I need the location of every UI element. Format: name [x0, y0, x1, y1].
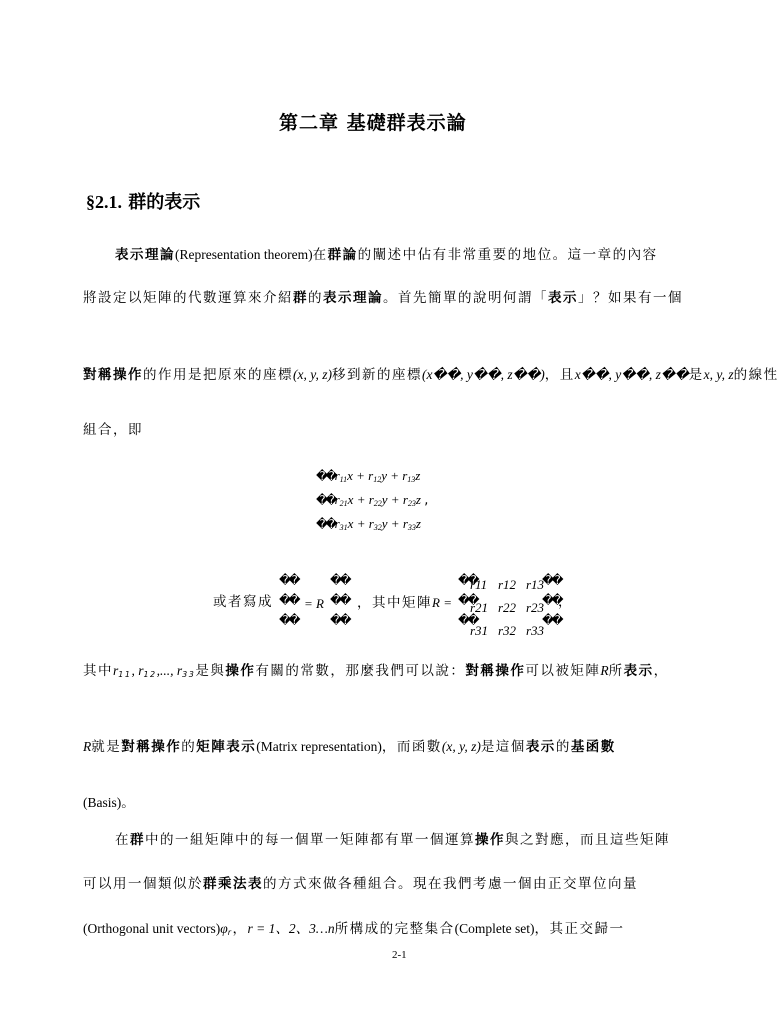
para1-line4: 組合，即 [83, 422, 143, 438]
text: ，而函數 [381, 739, 442, 755]
matrix-cell: r21 [470, 600, 489, 615]
coef: r [368, 468, 374, 483]
math-R: R [83, 739, 92, 754]
matrix-cell: r22 [498, 600, 517, 615]
subscript: 33 [182, 670, 196, 679]
section-number: §2.1. [86, 192, 122, 212]
math-xyz: (x, y, z) [441, 739, 481, 754]
para1-line3 [83, 368, 779, 383]
page-number: 2-1 [392, 949, 407, 961]
matrix-row-3 [470, 619, 550, 642]
math-xyz-2: x, y, z [703, 367, 734, 382]
text: 在 [115, 832, 130, 848]
subscript: 33 [407, 523, 416, 532]
subscript: 12 [373, 475, 382, 484]
term-group-multiplication-table: 群乘法表 [203, 876, 263, 892]
coef: r [402, 492, 408, 507]
eq2-mid [357, 596, 452, 611]
text: 所 [608, 663, 624, 679]
text: 的 [181, 739, 197, 755]
coef: r [368, 492, 374, 507]
term-symmetry-operation: 對稱操作 [121, 739, 182, 755]
subscript: 12 [143, 670, 157, 679]
text: 與之對應，而且這些矩陣 [505, 832, 670, 848]
matrix-cell: r23 [526, 600, 545, 615]
math-r: , r [131, 663, 144, 678]
term-group: 群 [293, 290, 308, 306]
garbled-lhs: �� [316, 517, 335, 531]
para3-line1 [83, 740, 616, 755]
math-new-coords: (x��, y��, z��) [421, 367, 545, 382]
term-representation-theory: 表示理論 [323, 290, 383, 306]
garbled-lhs: �� [316, 493, 335, 507]
text: 是與 [195, 663, 226, 679]
garbled-glyph: �� [458, 613, 477, 627]
text: 將設定以矩陣的代數運算來介紹 [83, 290, 293, 306]
text: 。 [121, 795, 137, 811]
garbled-glyph: �� [279, 593, 298, 607]
coef: r [334, 468, 340, 483]
text: 是這個 [480, 739, 526, 755]
garbled-glyph: �� [542, 593, 561, 607]
subscript: 32 [373, 523, 382, 532]
matrix-cell: r12 [498, 577, 517, 592]
text: ，且 [544, 367, 575, 383]
text: ， [232, 921, 248, 937]
eq2-prefix: 或者寫成 [213, 594, 273, 610]
R-equals: R = [432, 595, 452, 610]
term-group-theory: 群論 [327, 247, 358, 263]
term-representation: 表示 [623, 663, 654, 679]
garbled-lhs: �� [316, 469, 335, 483]
para4-line2 [83, 878, 638, 892]
en-basis: (Basis) [83, 795, 122, 810]
text: 。首先簡單的說明何謂「 [383, 290, 548, 306]
coef: r [368, 516, 374, 531]
eq-row-2: $��r_{21}x + r_{22}y + r_{23}z$ , [316, 492, 429, 508]
subscript: 13 [407, 475, 416, 484]
subscript: r [227, 928, 233, 937]
section-heading [86, 188, 200, 214]
term-group: 群 [130, 832, 145, 848]
section-title: 群的表示 [128, 192, 201, 213]
text: ，其正交歸一 [534, 921, 625, 937]
coef: r [402, 468, 408, 483]
text: 其中 [83, 663, 113, 679]
matrix-R [470, 573, 550, 642]
term-symmetry-operation: 對稱操作 [83, 367, 143, 383]
text: 的線性 [733, 367, 779, 383]
garbled-glyph: �� [279, 613, 298, 627]
text: 中的一組矩陣中的每一個單一矩陣都有單一個運算 [145, 832, 475, 848]
text: 有關的常數，那麼我們可以說： [255, 663, 466, 679]
math-xyz: (x, y, z) [293, 367, 332, 382]
coef: r [334, 516, 340, 531]
text: 」？如果有一個 [578, 290, 683, 306]
math-new-xyz: x��, y��, z�� [574, 367, 689, 382]
garbled-glyph: �� [542, 613, 561, 627]
equals-R: = R [304, 596, 324, 611]
comma: , [424, 493, 429, 508]
text: 的 [308, 290, 323, 306]
text: 的方式來做各種組合。現在我們考慮一個由正交單位向量 [263, 876, 638, 892]
term-representation: 表示 [525, 739, 556, 755]
eq2-comma: ， [558, 594, 573, 610]
coef: r [402, 516, 408, 531]
text: 就是 [91, 739, 122, 755]
subscript: 31 [339, 523, 348, 532]
en-complete-set: (Complete set) [454, 921, 535, 936]
term-operation: 操作 [225, 663, 256, 679]
subscript: 11 [339, 475, 348, 484]
math-range: r = 1、2、3…n [247, 921, 335, 936]
garbled-glyph: �� [279, 573, 298, 587]
matrix-cell: r33 [526, 623, 545, 638]
text: ， [653, 663, 669, 679]
garbled-glyph: �� [330, 593, 349, 607]
subscript: 22 [373, 499, 382, 508]
eq-row-3: $��r_{31}x + r_{32}y + r_{33}z$ [316, 516, 421, 532]
garbled-glyph: �� [542, 573, 561, 587]
math-phi: φ [220, 921, 228, 936]
math-r: r [113, 663, 119, 678]
coef: r [334, 492, 340, 507]
term-operation: 操作 [475, 832, 505, 848]
term-representation-theory: 表示理論 [115, 247, 175, 263]
text: 移到新的座標 [331, 367, 422, 383]
text: 是 [688, 367, 704, 383]
text: 可以被矩陣 [525, 663, 601, 679]
matrix-right-bracket [542, 570, 561, 630]
text: 在 [312, 247, 328, 263]
text: 的闡述中佔有非常重要的地位。這一章的內容 [357, 247, 658, 263]
term-representation: 表示 [548, 290, 578, 306]
garbled-glyph: �� [458, 573, 477, 587]
text: 可以用一個類似於 [83, 876, 203, 892]
garbled-glyph: �� [330, 573, 349, 587]
text: 的 [555, 739, 571, 755]
math-R: R [600, 663, 609, 678]
en-orthogonal-unit-vectors: (Orthogonal unit vectors) [83, 921, 221, 936]
term-matrix-representation: 矩陣表示 [196, 739, 257, 755]
subscript: 11 [118, 670, 132, 679]
para4-line1 [115, 834, 670, 848]
para1-line2 [83, 292, 683, 306]
en-matrix-representation: (Matrix representation) [256, 739, 382, 754]
chapter-title: 第二章 基礎群表示論 [279, 112, 467, 134]
subscript: 23 [407, 499, 416, 508]
matrix-cell: r32 [498, 623, 517, 638]
equation-linear-combination [316, 466, 428, 538]
garbled-glyph: �� [330, 613, 349, 627]
eq-row-1: $��r_{11}x + r_{12}y + r_{13}z$ [316, 468, 421, 484]
term-basis-function: 基函數 [570, 739, 616, 755]
para4-line3 [83, 922, 624, 937]
matrix-cell: r31 [470, 623, 489, 638]
text: 的作用是把原來的座標 [143, 367, 293, 383]
garbled-right-vector [330, 570, 356, 630]
para1-line1 [115, 248, 658, 263]
para2-line1 [83, 664, 669, 679]
matrix-row-2 [470, 596, 550, 619]
matrix-cell: r11 [470, 577, 488, 592]
subscript: 21 [339, 499, 348, 508]
garbled-glyph: �� [458, 593, 477, 607]
matrix-row-1 [470, 573, 550, 596]
matrix-cell: r13 [526, 577, 545, 592]
math-r: ,..., r [156, 663, 183, 678]
text: ，其中矩陣 [357, 595, 432, 611]
para3-line2 [83, 796, 136, 811]
en-representation-theorem: (Representation theorem) [175, 247, 313, 262]
term-symmetry-operation: 對稱操作 [465, 663, 526, 679]
text: 所構成的完整集合 [334, 921, 455, 937]
